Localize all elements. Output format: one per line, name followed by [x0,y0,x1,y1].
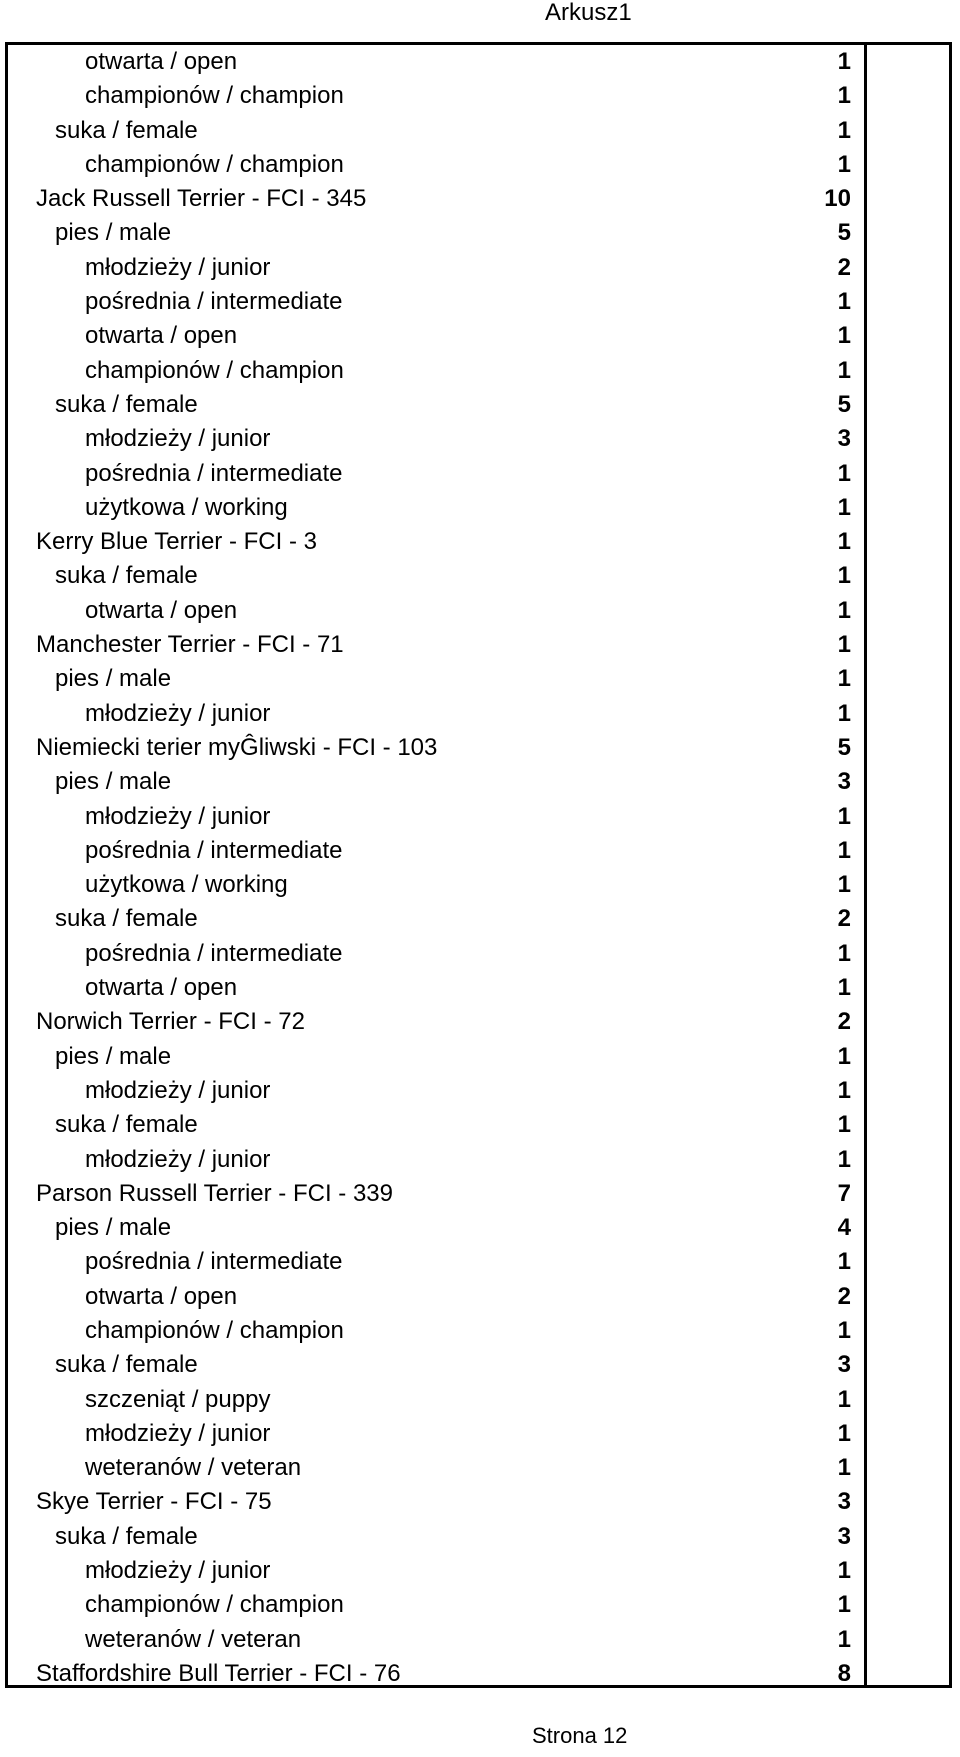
row-label: Manchester Terrier - FCI - 71 [36,631,344,659]
row-label: pośrednia / intermediate [85,939,343,967]
table-row [8,148,949,182]
row-label: otwarta / open [85,974,238,1002]
table-row [8,79,949,113]
table-row [8,1040,949,1074]
row-label: młodzieży / junior [85,1076,271,1104]
table-row [8,1074,949,1108]
row-label: pośrednia / intermediate [85,1248,343,1276]
row-count: 5 [837,733,851,761]
table-row [8,525,949,559]
table-row [8,319,949,353]
row-label: championów / champion [85,1591,344,1619]
table-row [8,868,949,902]
table-row [8,937,949,971]
table-row [8,834,949,868]
row-count: 1 [837,82,851,110]
row-count: 1 [837,596,851,624]
row-count: 1 [837,1591,851,1619]
row-label: szczeniąt / puppy [85,1385,271,1413]
row-count: 1 [837,1454,851,1482]
row-count: 1 [837,802,851,830]
row-label: championów / champion [85,150,344,178]
row-count: 1 [837,631,851,659]
row-label: pies / male [55,665,172,693]
table-row [8,1348,949,1382]
row-label: championów / champion [85,82,344,110]
row-count: 1 [837,1248,851,1276]
row-label: Norwich Terrier - FCI - 72 [36,1008,305,1036]
table-row [8,216,949,250]
row-count: 8 [837,1659,851,1687]
row-label: młodzieży / junior [85,699,271,727]
row-label: młodzieży / junior [85,1145,271,1173]
row-label: Skye Terrier - FCI - 75 [36,1488,272,1516]
row-count: 1 [837,699,851,727]
row-label: suka / female [55,1351,198,1379]
row-label: pośrednia / intermediate [85,459,343,487]
row-label: Jack Russell Terrier - FCI - 345 [36,185,367,213]
row-count: 10 [824,185,851,213]
row-count: 1 [837,48,851,75]
table-row [8,971,949,1005]
table-row [8,1417,949,1451]
table-row [8,491,949,525]
row-label: otwarta / open [85,322,238,350]
table-row [8,902,949,936]
table-row [8,765,949,799]
row-label: młodzieży / junior [85,1557,271,1585]
row-count: 2 [837,1282,851,1310]
row-count: 1 [837,493,851,521]
row-label: weteranów / veteran [85,1625,302,1653]
row-label: suka / female [55,562,198,590]
table-row [8,388,949,422]
row-count: 1 [837,1385,851,1413]
table-row [8,662,949,696]
row-count: 3 [837,425,851,453]
row-label: pośrednia / intermediate [85,836,343,864]
row-label: otwarta / open [85,48,238,75]
row-label: suka / female [55,1522,198,1550]
row-label: młodzieży / junior [85,802,271,830]
table-row [8,182,949,216]
row-count: 2 [837,1008,851,1036]
page-number: Strona 12 [532,1723,628,1748]
table-row [8,114,949,148]
table-row [8,1245,949,1279]
table-row [8,731,949,765]
row-label: suka / female [55,905,198,933]
row-label: pies / male [55,1042,172,1070]
row-label: pies / male [55,219,172,247]
sheet-title: Arkusz1 [545,0,632,26]
row-label: pies / male [55,768,172,796]
table-row [8,285,949,319]
row-count: 1 [837,356,851,384]
row-count: 7 [837,1179,851,1207]
table-row [8,354,949,388]
table-row [8,697,949,731]
table-row [8,1485,949,1519]
table-row [8,1314,949,1348]
row-count: 1 [837,528,851,556]
row-count: 1 [837,665,851,693]
row-label: użytkowa / working [85,493,288,521]
row-label: championów / champion [85,356,344,384]
row-count: 4 [837,1214,851,1242]
table-row [8,422,949,456]
row-label: młodzieży / junior [85,1419,271,1447]
row-label: Parson Russell Terrier - FCI - 339 [36,1179,393,1207]
row-count: 1 [837,322,851,350]
row-count: 1 [837,1111,851,1139]
row-count: 1 [837,1557,851,1585]
row-count: 1 [837,871,851,899]
row-count: 1 [837,1625,851,1653]
row-count: 1 [837,836,851,864]
row-count: 1 [837,150,851,178]
row-label: championów / champion [85,1316,344,1344]
row-label: suka / female [55,116,198,144]
row-label: Niemiecki terier myĜliwski - FCI - 103 [36,733,438,761]
row-label: weteranów / veteran [85,1454,302,1482]
row-count: 3 [837,768,851,796]
table-row [8,45,949,79]
table-row [8,1005,949,1039]
row-label: Staffordshire Bull Terrier - FCI - 76 [36,1659,401,1687]
row-label: Kerry Blue Terrier - FCI - 3 [36,528,317,556]
row-count: 2 [837,905,851,933]
row-count: 1 [837,562,851,590]
table-row [8,594,949,628]
table-row [8,457,949,491]
row-count: 1 [837,1419,851,1447]
row-count: 1 [837,459,851,487]
row-count: 1 [837,1042,851,1070]
row-count: 1 [837,288,851,316]
row-count: 1 [837,1076,851,1104]
table-row [8,1623,949,1657]
row-count: 1 [837,939,851,967]
row-label: młodzieży / junior [85,425,271,453]
table-rows [8,45,949,1691]
table-row [8,800,949,834]
row-label: pies / male [55,1214,172,1242]
data-table [5,42,952,1688]
table-row [8,628,949,662]
table-row [8,1588,949,1622]
row-count: 5 [837,219,851,247]
row-count: 3 [837,1351,851,1379]
row-label: użytkowa / working [85,871,288,899]
table-row [8,1451,949,1485]
table-row [8,251,949,285]
row-count: 1 [837,1316,851,1344]
table-row [8,1143,949,1177]
table-row [8,1280,949,1314]
table-row [8,1657,949,1691]
table-row [8,1520,949,1554]
row-label: otwarta / open [85,1282,238,1310]
table-row [8,1177,949,1211]
row-label: suka / female [55,1111,198,1139]
row-count: 3 [837,1488,851,1516]
table-row [8,1211,949,1245]
row-count: 1 [837,116,851,144]
table-row [8,1108,949,1142]
row-label: otwarta / open [85,596,238,624]
row-count: 2 [837,253,851,281]
row-count: 3 [837,1522,851,1550]
table-row [8,1554,949,1588]
table-row [8,559,949,593]
row-label: pośrednia / intermediate [85,288,343,316]
row-label: młodzieży / junior [85,253,271,281]
row-count: 1 [837,1145,851,1173]
row-label: suka / female [55,390,198,418]
row-count: 5 [837,390,851,418]
table-row [8,1383,949,1417]
row-count: 1 [837,974,851,1002]
